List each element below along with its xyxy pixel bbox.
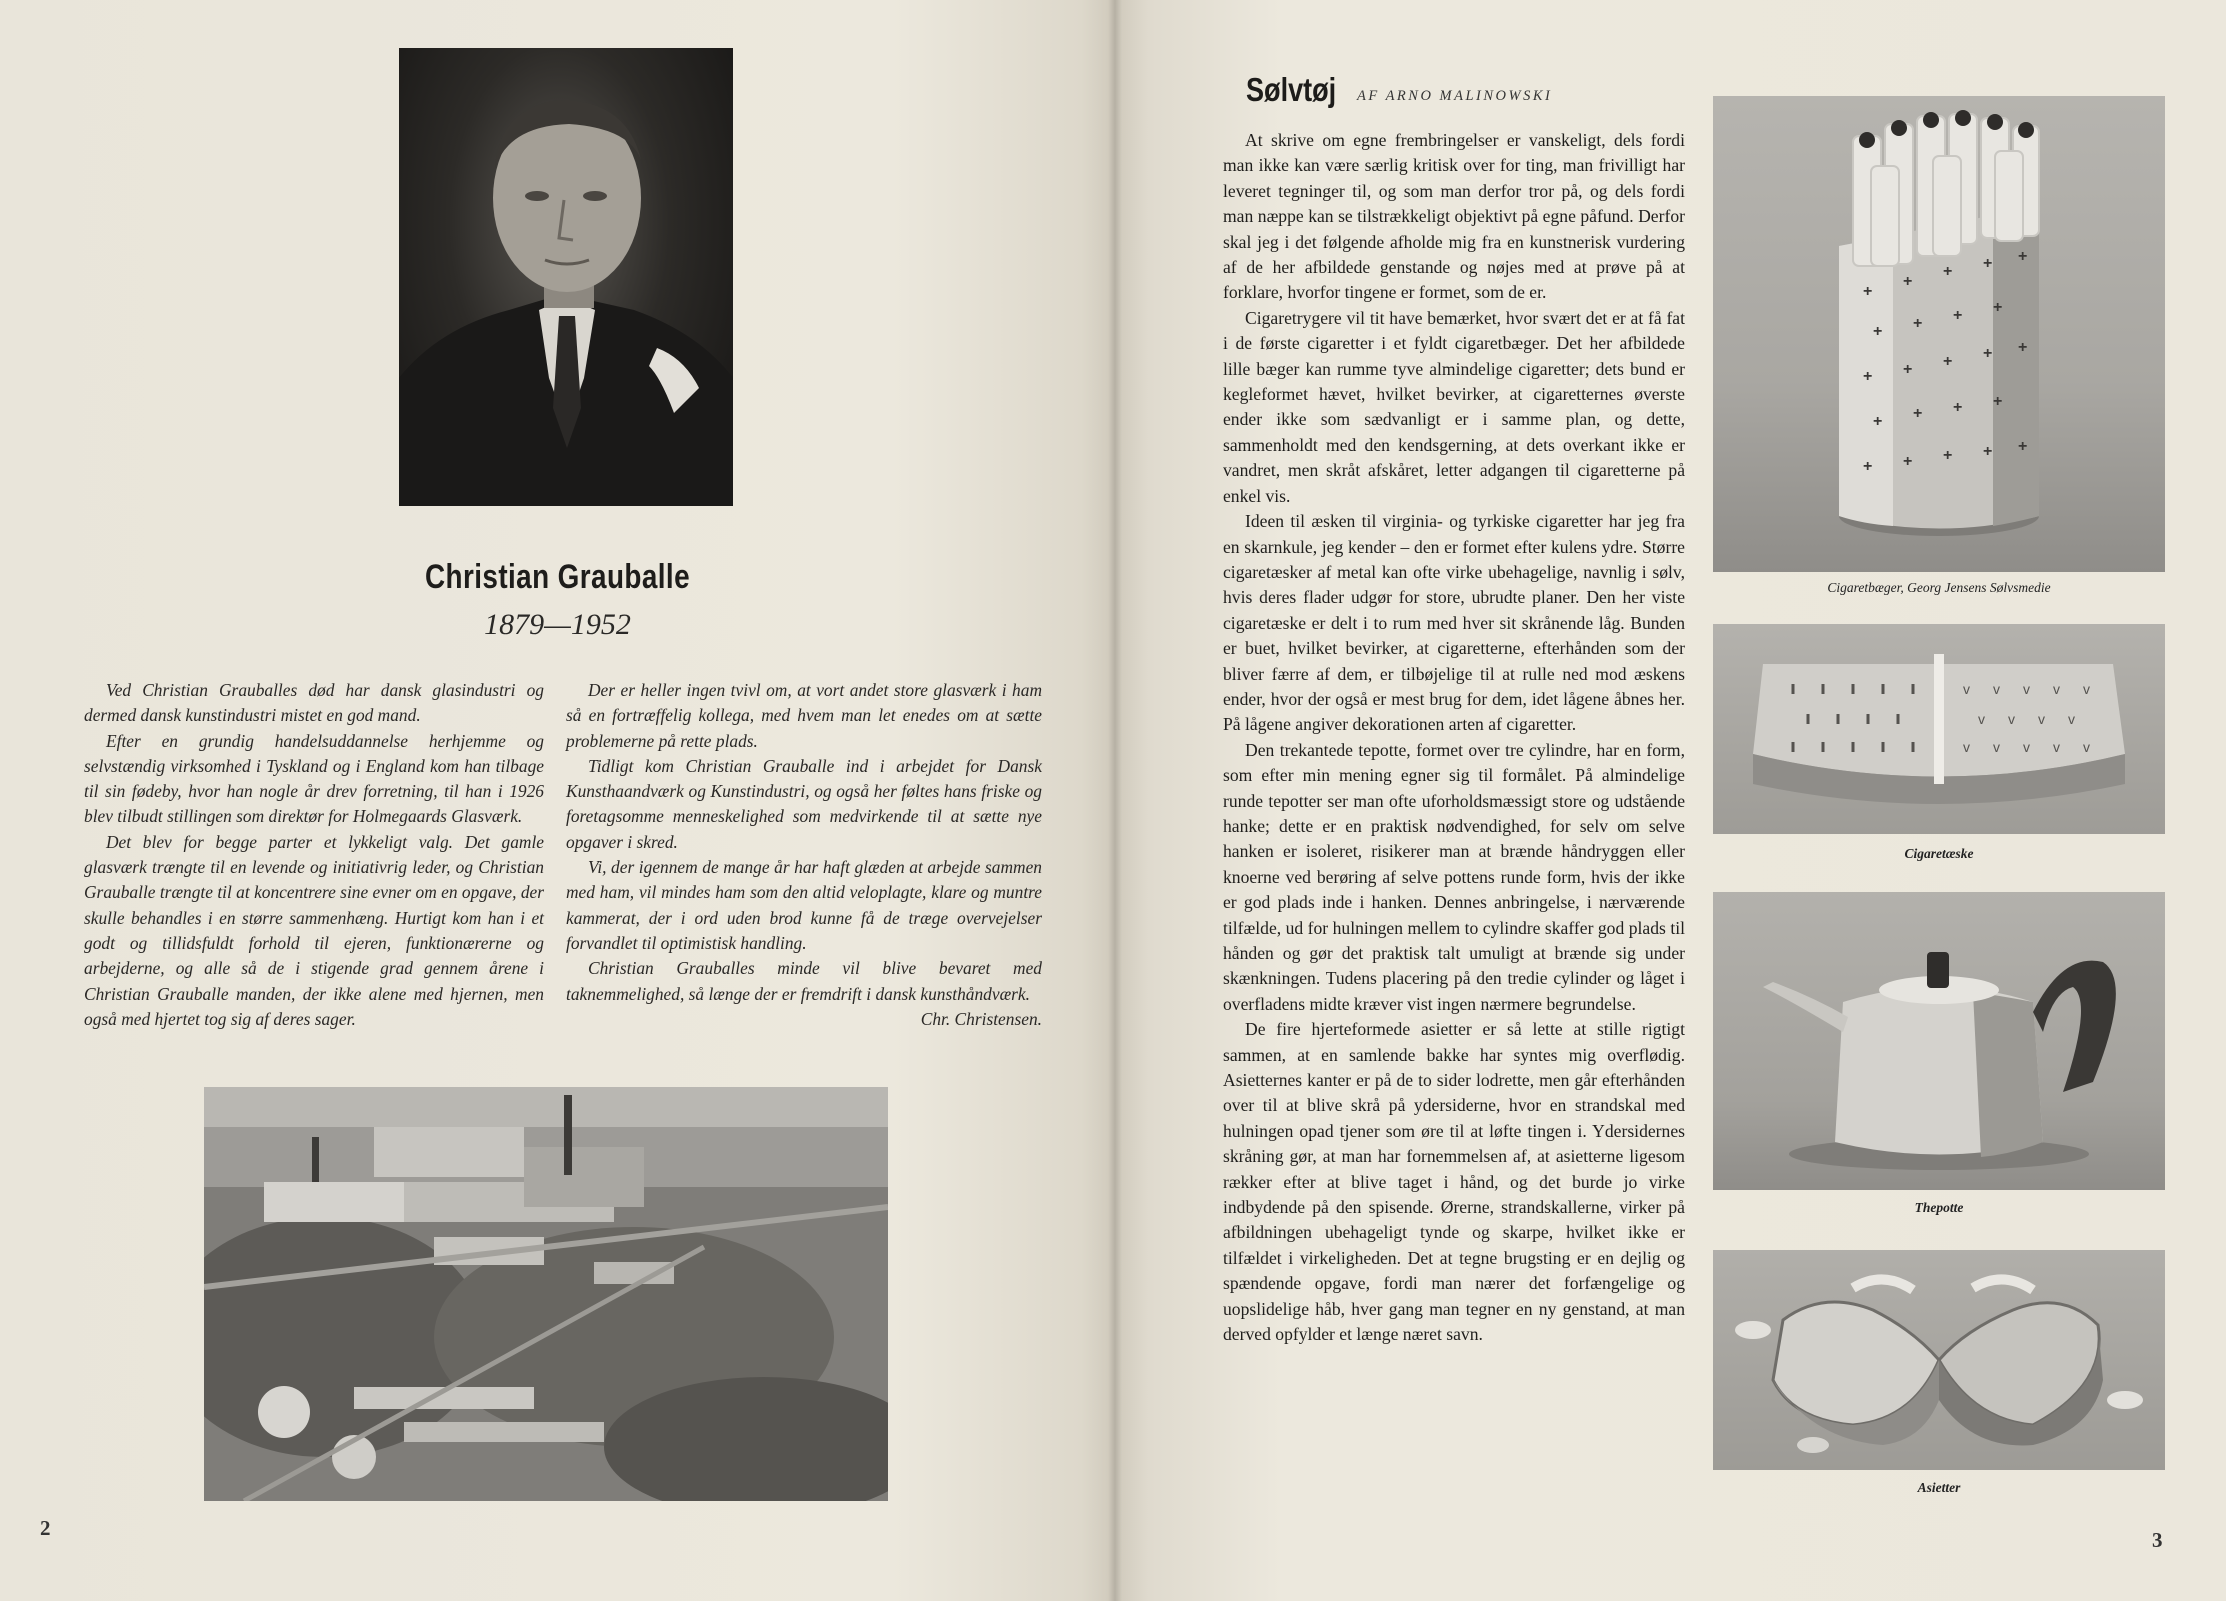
obituary-column-1 [84, 678, 544, 1032]
svg-text:v: v [1993, 739, 2000, 755]
paragraph: Vi, der igennem de mange år har haft glæden at arbejde sammen med ham, vil mindes ham som den altid veloplagte, klare og muntre kammerat, der i ord uden brod kunne få de træge overvejelser forvandlet til optimistisk handling. [566, 857, 1042, 953]
aerial-photo-glassworks [204, 1087, 888, 1501]
gutter-shadow [1108, 0, 1122, 1601]
svg-text:+: + [1873, 323, 1883, 340]
svg-text:+: + [1863, 283, 1873, 300]
svg-text:+: + [1943, 447, 1953, 464]
paragraph: At skrive om egne frembringelser er vanskeligt, dels fordi man ikke kan være særlig kritisk over for ting, man frivilligt har leveret tegninger til, og som man derfor tror på, og dels fordi man næppe kan se tilstrækkeligt objektivt på egne påfund. Derfor skal jeg i det følgende afholde mig fra en kunstnerisk vurdering af de her afbildede genstande og nøjes med at prøve på at forklare, hvorfor tingene er formet, som de er. [1223, 130, 1685, 303]
svg-text:+: + [1863, 458, 1873, 475]
paragraph: Efter en grundig handelsuddannelse herhjemme og selvstændig virksomhed i Tyskland og i England kom han tilbage til sin fødeby, hvor han nogle år drev forretning, til han i 1926 blev tilbudt stillingen som direktør for Holmegaards Glasværk. [84, 730, 544, 827]
svg-text:+: + [1913, 405, 1923, 422]
svg-text:+: + [1863, 368, 1873, 385]
svg-text:v: v [1978, 711, 1985, 727]
svg-text:+: + [1983, 443, 1993, 460]
article-body [1223, 128, 1685, 1348]
svg-text:v: v [2068, 711, 2075, 727]
svg-text:v: v [2083, 739, 2090, 755]
paragraph: Tidligt kom Christian Grauballe ind i arbejdet for Dansk Kunsthaandværk og Kunstindustri, og også her føltes hans friske og foretagsomme menneskelighed som medvirkende til at sætte nye opgaver i skred. [566, 755, 1042, 852]
svg-text:+: + [1993, 393, 2003, 410]
svg-text:+: + [1983, 345, 1993, 362]
obituary-years: 1879—1952 [484, 608, 631, 641]
photo-cigarette-box [1713, 624, 2165, 834]
article-byline: AF ARNO MALINOWSKI [1357, 88, 1553, 104]
svg-text:v: v [1963, 681, 1970, 697]
paragraph: Cigaretrygere vil tit have bemærket, hvor svært det er at få fat i de første cigaretter i et fyldt cigaretbæger. Det her afbildede lille bæger kan rumme tyve almindelige cigaretter; dets bund er kegleformet hævet, hvilket bevirker, at cigaretternes øverste ender ikke som sædvanligt er i samme plan, og dette, sammenholdt med den kendsgerning, at dets overkant ikke er vandret, men skråt afskåret, letter adgangen til cigaretterne på enkel vis. [1223, 307, 1685, 506]
obituary-column-2 [566, 678, 1042, 1032]
paragraph: Ved Christian Grauballes død har dansk glasindustri og dermed dansk kunstindustri mistet en god mand. [84, 680, 544, 726]
svg-text:+: + [1913, 315, 1923, 332]
svg-text:+: + [1903, 453, 1913, 470]
svg-text:v: v [2083, 681, 2090, 697]
photo-cigarette-cup [1713, 96, 2165, 572]
svg-text:+: + [1943, 263, 1953, 280]
caption-cigarette-cup: Cigaretbæger, Georg Jensens Sølvsmedie [1827, 580, 2051, 595]
paragraph: Christian Grauballes minde vil blive bevaret med taknemmelighed, så længe der er fremdrift i dansk kunsthåndværk. [566, 958, 1042, 1004]
svg-text:+: + [1993, 299, 2003, 316]
svg-text:v: v [2023, 739, 2030, 755]
svg-text:v: v [1963, 739, 1970, 755]
paragraph: De fire hjerteformede asietter er så lette at stille rigtigt sammen, at en samlende bakke har syntes mig overflødig. Asietternes kanter er på de to sider lodrette, men går efterhånden over til at blive skrå på ydersiderne, hvor en strandskal med hulningen opad tjener som øre til at løfte tingen i. Ydersidernes skråning gør, at man har fornemmelsen af, at asietterne ligesom rækker efter at blive taget i hånd, og det burde jo virke indbydende på den spisende. Ørerne, strandskallerne, virker på afbildningen ubehageligt tynde og skarpe, hvilket ikke er tilfældet i virkeligheden. Det at tegne brugsting er en dejlig og spændende opgave, fordi man nærer det forfængelige og uopslidelige håb, hver gang man tegner en ny genstand, at man derved opfylder et længe næret savn. [1223, 1019, 1685, 1345]
svg-text:v: v [2008, 711, 2015, 727]
svg-text:+: + [1873, 413, 1883, 430]
svg-text:+: + [1983, 255, 1993, 272]
caption-teapot: Thepotte [1914, 1200, 1964, 1215]
paragraph: Det blev for begge parter et lykkeligt valg. Det gamle glasværk trængte til en levende og initiativrig leder, og Christian Grauballe trængte til at koncentrere sine evner om en opgave, der skulle behandles i en større sammenhæng. Hurtigt kom han i et godt og tillidsfuldt forhold til ejeren, funktionærerne og arbejderne, og alle så de i stigende grad gennem årene i Christian Grauballe manden, der ikke alene med hjernen, men også med hjertet tog sig af deres sager. [84, 831, 544, 1029]
page-number-left: 2 [40, 1516, 51, 1540]
svg-text:+: + [1953, 307, 1963, 324]
page-number-right: 3 [2152, 1528, 2163, 1552]
svg-text:+: + [1903, 361, 1913, 378]
caption-cigarette-box: Cigaretæske [1904, 846, 1974, 861]
svg-text:v: v [2023, 681, 2030, 697]
paragraph: Der er heller ingen tvivl om, at vort andet store glasværk i ham så en fortræffelig kollega, med hvem man let enedes om at sætte problemerne på rette plads. [566, 680, 1042, 751]
photo-plates [1713, 1250, 2165, 1470]
paragraph: Den trekantede tepotte, formet over tre cylindre, har en form, som efter min mening egner sig til formålet. På almindelige runde tepotter ser man ofte uforholdsmæssigt store og udstående hanke; dette er en praktisk nødvendighed, for selv om selve hanken er isoleret, risikerer man at brænde håndryggen eller knoerne ved berøring af selve pottens runde form, hvis der ikke er god plads inde i hanken. Dennes anbringelse, i nærværende tilfælde, ud for hulningen mellem to cylindre skaffer god plads til hånden og gør det praktisk talt umuligt at brænde sig under skænkningen. Tudens placering på den tredie cylinder og låget i overfladens midte kræver vist ingen nærmere begrundelse. [1223, 739, 1685, 1014]
article-title: Sølvtøj [1246, 71, 1337, 108]
photo-teapot [1713, 892, 2165, 1190]
caption-plates: Asietter [1917, 1480, 1961, 1495]
svg-text:+: + [1943, 353, 1953, 370]
svg-text:+: + [2018, 339, 2028, 356]
svg-text:+: + [2018, 248, 2028, 265]
paragraph: Ideen til æsken til virginia- og tyrkiske cigaretter har jeg fra en skarnkule, jeg kender – den er formet efter kulens ydre. Større cigaretæsker af metal kan ofte virke ubehagelige, navnlig i sølv, hvis deres flader udgør for store, ubrudte planer. Den her viste cigaretæske er delt i to rum med hver sit skrånende låg. Bunden er buet, hvilket bevirker, at cigaretterne, efterhånden som der bliver færre af dem, er tilbøjelige til at rulle ned mod æskens ender, hvor der også er mest brug for dem, idet lågene åbnes her. På lågene angiver dekorationen arten af cigaretter. [1223, 511, 1685, 735]
svg-text:v: v [2038, 711, 2045, 727]
signature: Chr. Christensen. [920, 1008, 1042, 1029]
obituary-title: Christian Grauballe [425, 558, 690, 596]
svg-text:+: + [2018, 438, 2028, 455]
svg-text:+: + [1903, 273, 1913, 290]
svg-text:+: + [1953, 399, 1963, 416]
svg-text:v: v [2053, 681, 2060, 697]
svg-text:v: v [1993, 681, 2000, 697]
portrait-photo [399, 48, 733, 506]
svg-text:v: v [2053, 739, 2060, 755]
